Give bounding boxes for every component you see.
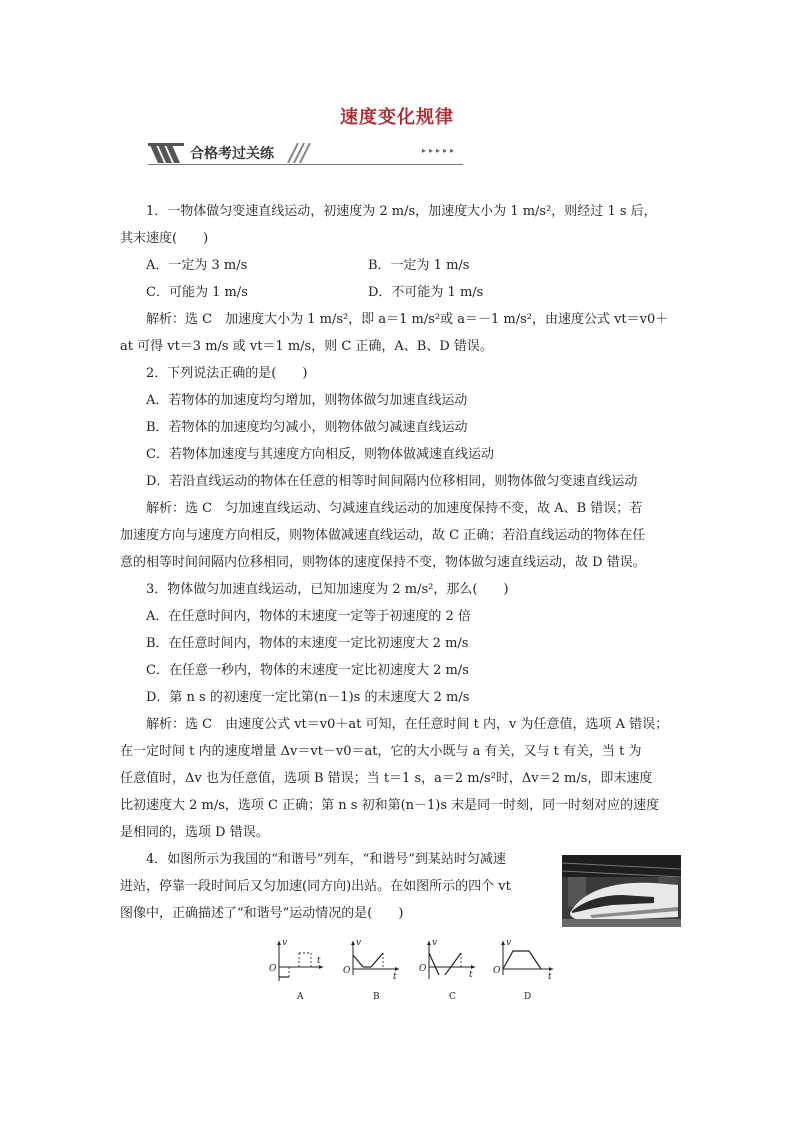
graph-d-origin-label: O: [493, 966, 501, 976]
graph-a-v-label: v: [282, 938, 288, 948]
graph-b-t-label: t: [393, 972, 397, 982]
graph-b-caption: B: [373, 992, 380, 1002]
q1-answer-line2: at 可得 vt＝3 m/s 或 vt＝1 m/s，则 C 正确，A、B、D 错误。: [120, 339, 493, 354]
graph-c-origin-label: O: [419, 964, 427, 974]
graph-c-caption: C: [449, 992, 456, 1002]
q1-option-a: A．一定为 3 m/s: [146, 258, 248, 273]
q3-answer-line4: 比初速度大 2 m/s，选项 C 正确；第 n s 初和第(n－1)s 末是同一时刻，同一时刻对应的速度: [120, 798, 660, 813]
q2-answer-line1: 解析：选 C 匀加速直线运动、匀减速直线运动的加速度保持不变，故 A、B 错误；若: [146, 501, 643, 516]
arrow-decoration-icon: ▸▸▸▸▸: [421, 146, 457, 155]
q3-answer-line1: 解析：选 C 由速度公式 vt＝v0＋at 可知，在任意时间 t 内，v 为任意值，选项 A 错误；: [146, 717, 669, 732]
q1-option-d: D．不可能为 1 m/s: [368, 285, 484, 300]
q3-answer-line2: 在一定时间 t 内的速度增量 Δv＝vt－v0＝at，它的大小既与 a 有关，又与 t 有关，当 t 为: [120, 744, 642, 759]
graph-c-v-label: v: [432, 938, 438, 948]
q3-option-a: A．在任意时间内，物体的末速度一定等于初速度的 2 倍: [146, 609, 471, 624]
q3-option-d: D．第 n s 的初速度一定比第(n－1)s 的末速度大 2 m/s: [146, 690, 470, 705]
graph-d-v-label: v: [506, 938, 512, 948]
questions: [120, 198, 680, 927]
q2-option-a: A．若物体的加速度均匀增加，则物体做匀加速直线运动: [146, 393, 468, 408]
q2-stem: 2．下列说法正确的是( ): [146, 366, 308, 381]
q3-option-b: B．在任意时间内，物体的末速度一定比初速度大 2 m/s: [146, 636, 469, 651]
q3-answer-line5: 是相同的，选项 D 错误。: [120, 825, 269, 840]
q1-option-b: B．一定为 1 m/s: [368, 258, 470, 273]
hatch-decoration-icon: [284, 143, 324, 163]
q2-answer-line3: 意的相等时间间隔内位移相同，则物体的速度保持不变，物体做匀速直线运动，故 D 错误。: [120, 555, 646, 570]
graph-c-t-label: t: [469, 970, 473, 980]
section-divider: [148, 164, 463, 165]
graph-b: [343, 938, 399, 1002]
graph-a: [269, 938, 323, 1002]
graph-c: [419, 938, 475, 1002]
stripe-decoration-icon: [148, 141, 184, 163]
q1-stem-line1: 1．一物体做匀变速直线运动，初速度为 2 m/s，加速度大小为 1 m/s²，则经过 1 s 后，: [146, 204, 657, 219]
graph-d-t-label: t: [548, 972, 552, 982]
q1-option-c: C．可能为 1 m/s: [146, 285, 248, 300]
graph-b-origin-label: O: [343, 966, 351, 976]
page-title: 速度变化规律: [340, 107, 454, 128]
q4-stem-line1: 4．如图所示为我国的“和谐号”列车，“和谐号”到某站时匀减速: [146, 852, 506, 867]
vt-graph-options: [265, 935, 565, 1005]
q1-options-row1: [120, 252, 680, 279]
q2-option-c: C．若物体加速度与其速度方向相反，则物体做减速直线运动: [146, 447, 494, 462]
graph-d: [493, 938, 553, 1002]
graph-a-caption: A: [297, 992, 304, 1002]
q1-stem-line2: 其末速度( ): [120, 231, 209, 246]
q2-answer-line2: 加速度方向与速度方向相反，则物体做减速直线运动，故 C 正确；若沿直线运动的物体在任: [120, 528, 646, 543]
graph-a-t-label: t: [317, 956, 321, 966]
q2-option-b: B．若物体的加速度均匀减小，则物体做匀减速直线运动: [146, 420, 468, 435]
section-header: [148, 141, 463, 165]
graph-a-origin-label: O: [269, 964, 277, 974]
q4-stem-line2: 进站，停靠一段时间后又匀加速(同方向)出站。在如图所示的四个 vt: [120, 879, 511, 894]
graph-b-v-label: v: [356, 938, 362, 948]
q4-stem: [120, 846, 550, 927]
q1-answer-line1: 解析：选 C 加速度大小为 1 m/s²，即 a＝1 m/s²或 a＝－1 m/s²，由速度公式 vt＝v0＋: [146, 312, 669, 327]
graph-d-caption: D: [524, 992, 532, 1002]
q3-option-c: C．在任意一秒内，物体的末速度一定比初速度大 2 m/s: [146, 663, 469, 678]
q2-option-d: D．若沿直线运动的物体在任意的相等时间间隔内位移相同，则物体做匀变速直线运动: [146, 474, 638, 489]
q3-answer-line3: 任意值时，Δv 也为任意值，选项 B 错误；当 t＝1 s，a＝2 m/s²时，Δv＝2 m/s，即末速度: [120, 771, 653, 786]
q4-stem-line3: 图像中，正确描述了“和谐号”运动情况的是( ): [120, 906, 404, 921]
section-label: 合格考过关练: [190, 146, 274, 162]
q1-options-row2: [120, 279, 680, 306]
train-photo: [562, 855, 681, 927]
q3-stem: 3．物体做匀加速直线运动，已知加速度为 2 m/s²，那么( ): [146, 582, 509, 597]
